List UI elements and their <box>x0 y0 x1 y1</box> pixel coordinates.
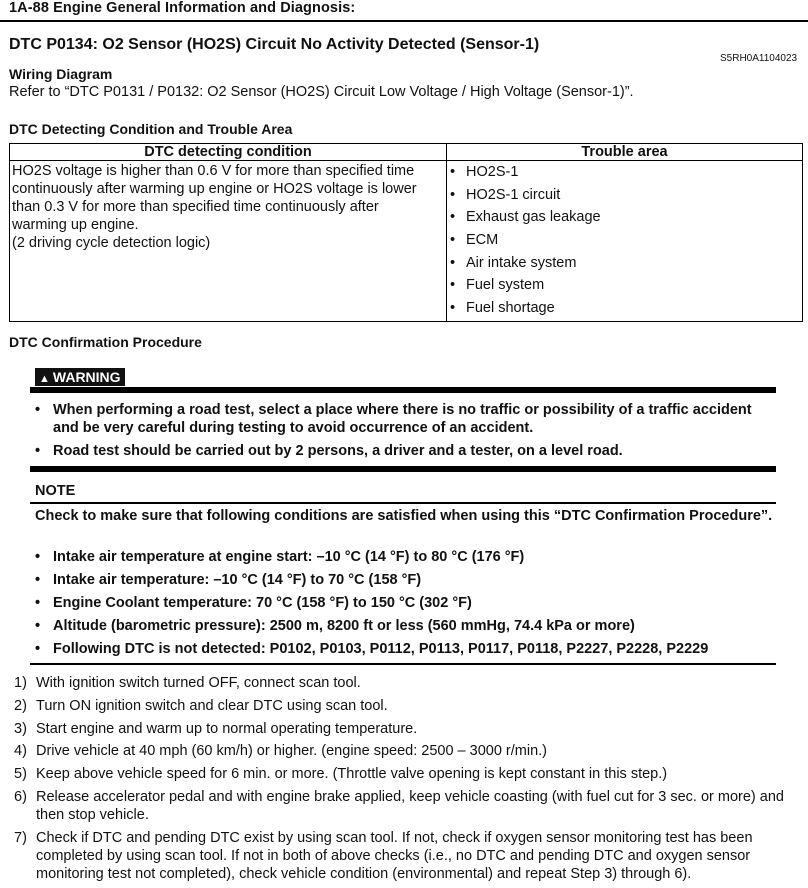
list-item: • ECM <box>450 232 499 249</box>
condition-item: • Intake air temperature at engine start: –10 °C (14 °F) to 80 °C (176 °F) <box>35 549 525 565</box>
condition-item: • Intake air temperature: –10 °C (14 °F) to 70 °C (158 °F) <box>35 572 422 588</box>
condition-item: • Following DTC is not detected: P0102, P0103, P0112, P0113, P0117, P0118, P2227, P2228, P2229 <box>35 641 709 657</box>
note-intro: Check to make sure that following conditions are satisfied when using this “DTC Confirmation Procedure”. <box>35 508 773 524</box>
bullet-icon: • <box>450 300 456 317</box>
document-code: S5RH0A1104023 <box>720 53 798 64</box>
list-item: • HO2S-1 <box>450 164 519 180</box>
bullet-icon: • <box>35 443 41 459</box>
bullet-icon: • <box>450 232 456 249</box>
warning-item: • Road test should be carried out by 2 persons, a driver and a tester, on a level road. <box>35 443 623 459</box>
list-item: • Air intake system <box>450 254 577 271</box>
trouble-area-cell <box>447 161 803 322</box>
condition-item: • Engine Coolant temperature: 70 °C (158 °F) to 150 °C (302 °F) <box>35 595 472 611</box>
bullet-icon: • <box>450 209 456 226</box>
bullet-icon: • <box>450 164 456 180</box>
condition-cell <box>10 161 447 322</box>
wiring-heading: Wiring Diagram <box>9 66 113 82</box>
table-row <box>10 161 803 322</box>
bullet-icon: • <box>450 254 456 271</box>
dtc-table <box>9 143 803 322</box>
procedure-step: 7) Check if DTC and pending DTC exist by using scan tool. If not, check if oxygen sensor monitoring test has been completed by using scan tool. If not in both of above checks (i.e., no DTC and pending DTC and oxygen sensor monitoring test not completed), check vehicle condition (environmental) and repeat Step 3) through 6). <box>14 830 753 882</box>
bullet-icon: • <box>450 277 456 294</box>
condition-item: • Altitude (barometric pressure): 2500 m, 8200 ft or less (560 mmHg, 74.4 kPa or more) <box>35 618 635 634</box>
note-label: NOTE <box>35 483 76 499</box>
procedure-step: 6) Release accelerator pedal and with engine brake applied, keep vehicle coasting (with fuel cut for 3 sec. or more) and then stop vehicle. <box>14 789 784 823</box>
warning-item: • When performing a road test, select a place where there is no traffic or possibility of a traffic accident and be very careful during testing to avoid occurrence of an accident. <box>35 402 752 436</box>
detecting-heading: DTC Detecting Condition and Trouble Area <box>9 121 293 137</box>
col-condition-header: DTC detecting condition <box>10 144 447 161</box>
bullet-icon: • <box>35 595 41 611</box>
condition-line: continuously after warming up engine or HO2S voltage is lower <box>12 181 417 197</box>
warning-bottom-rule <box>30 466 776 472</box>
bullet-icon: • <box>35 549 41 565</box>
list-item: • Exhaust gas leakage <box>450 209 601 226</box>
condition-line: HO2S voltage is higher than 0.6 V for more than specified time <box>12 163 415 179</box>
confirmation-heading: DTC Confirmation Procedure <box>9 334 202 350</box>
list-item: • Fuel shortage <box>450 300 555 317</box>
wiring-text: Refer to “DTC P0131 / P0132: O2 Sensor (HO2S) Circuit Low Voltage / High Voltage (Sensor-1)”. <box>9 84 634 100</box>
note-rule <box>30 502 776 504</box>
header-divider <box>0 20 808 22</box>
bullet-icon: • <box>35 641 41 657</box>
table-header-row <box>10 144 803 161</box>
condition-line: warming up engine. <box>12 217 139 233</box>
procedure-step: 1) With ignition switch turned OFF, connect scan tool. <box>14 675 361 691</box>
warning-triangle-icon: ▲ <box>39 373 50 385</box>
page-header: 1A-88 Engine General Information and Diagnosis: <box>9 0 356 16</box>
col-area-header: Trouble area <box>447 144 803 161</box>
condition-line: (2 driving cycle detection logic) <box>12 235 211 251</box>
bullet-icon: • <box>35 402 41 418</box>
condition-line: than 0.3 V for more than specified time continuously after <box>12 199 379 215</box>
procedure-step: 4) Drive vehicle at 40 mph (60 km/h) or higher. (engine speed: 2500 – 3000 r/min.) <box>14 743 547 759</box>
bullet-icon: • <box>450 186 456 203</box>
list-item: • HO2S-1 circuit <box>450 186 561 203</box>
procedure-step: 3) Start engine and warm up to normal operating temperature. <box>14 721 418 737</box>
note-bottom-rule <box>30 663 776 665</box>
warning-top-rule <box>30 387 776 393</box>
warning-badge: ▲ WARNING <box>35 368 125 386</box>
procedure-step: 5) Keep above vehicle speed for 6 min. or more. (Throttle valve opening is kept constant in this step.) <box>14 766 668 782</box>
procedure-step: 2) Turn ON ignition switch and clear DTC using scan tool. <box>14 698 388 714</box>
bullet-icon: • <box>35 572 41 588</box>
page-title: DTC P0134: O2 Sensor (HO2S) Circuit No Activity Detected (Sensor-1) <box>9 36 540 53</box>
bullet-icon: • <box>35 618 41 634</box>
list-item: • Fuel system <box>450 277 545 294</box>
